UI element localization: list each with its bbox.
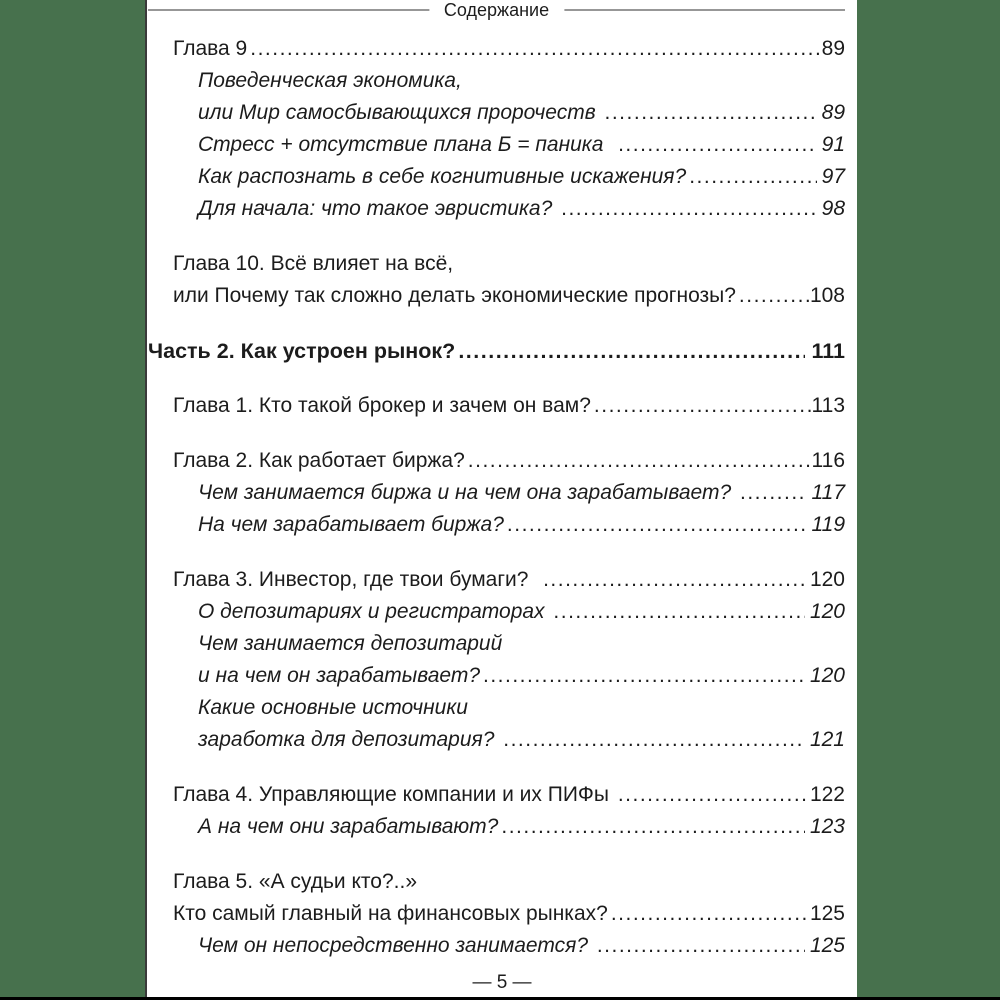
dot-leader bbox=[605, 97, 817, 129]
toc-entry-page: 123 bbox=[809, 815, 845, 838]
toc-group bbox=[148, 248, 845, 312]
toc-entry-text: О депозитариях и регистраторах bbox=[198, 600, 551, 623]
toc-entry bbox=[148, 779, 845, 811]
toc-entry-text: и на чем он зарабатывает? bbox=[198, 664, 480, 687]
toc-entry-page: 116 bbox=[811, 449, 845, 472]
toc-entry-page: 89 bbox=[821, 101, 845, 124]
toc-group bbox=[148, 866, 845, 962]
toc-entry bbox=[148, 248, 845, 280]
toc-entry-text: Глава 1. Кто такой брокер и зачем он вам? bbox=[173, 394, 591, 417]
toc-entry-text: Глава 9 bbox=[173, 37, 248, 60]
toc-entry bbox=[148, 811, 845, 843]
page-footer bbox=[147, 972, 857, 994]
toc-entry bbox=[148, 65, 845, 97]
toc-entry-page: 91 bbox=[821, 133, 845, 156]
toc-entry-text: Глава 4. Управляющие компании и их ПИФы bbox=[173, 783, 615, 806]
dot-leader bbox=[739, 280, 809, 312]
page-number: — 5 — bbox=[472, 972, 532, 993]
toc-list bbox=[148, 33, 845, 962]
dot-leader bbox=[689, 161, 816, 193]
toc-entry-text: А на чем они зарабатывают? bbox=[198, 815, 499, 838]
toc-entry-text: Глава 3. Инвестор, где твои бумаги? bbox=[173, 568, 541, 591]
dot-leader bbox=[468, 445, 811, 477]
toc-entry-text: Кто самый главный на финансовых рынках? bbox=[173, 902, 608, 925]
toc-entry-text: Глава 10. Всё влияет на всё, bbox=[173, 252, 454, 275]
toc-entry-page: 125 bbox=[809, 934, 845, 957]
dot-leader bbox=[618, 779, 809, 811]
toc-entry bbox=[148, 930, 845, 962]
toc-entry bbox=[148, 866, 845, 898]
toc-entry bbox=[148, 161, 845, 193]
toc-entry-page: 117 bbox=[811, 481, 845, 504]
toc-entry bbox=[148, 477, 845, 509]
toc-entry-text: Глава 2. Как работает биржа? bbox=[173, 449, 465, 472]
toc-entry-page: 125 bbox=[809, 902, 845, 925]
toc-entry-page: 120 bbox=[809, 568, 845, 591]
dot-leader bbox=[597, 930, 805, 962]
toc-entry-text: Поведенческая экономика, bbox=[198, 69, 462, 92]
toc-entry bbox=[148, 509, 845, 541]
toc-entry bbox=[148, 564, 845, 596]
toc-entry-page: 108 bbox=[809, 284, 845, 307]
toc-entry-page: 97 bbox=[821, 165, 845, 188]
toc-entry-page: 89 bbox=[821, 37, 845, 60]
toc-entry-page: 113 bbox=[811, 394, 845, 417]
toc-entry bbox=[148, 898, 845, 930]
toc-entry bbox=[148, 193, 845, 225]
toc-entry-page: 119 bbox=[811, 513, 845, 536]
toc-entry-page: 111 bbox=[811, 339, 845, 363]
dot-leader bbox=[501, 811, 805, 843]
toc-group bbox=[148, 445, 845, 541]
dot-leader bbox=[250, 33, 820, 65]
toc-entry-page: 122 bbox=[809, 783, 845, 806]
toc-group bbox=[148, 779, 845, 843]
toc-entry bbox=[148, 280, 845, 312]
toc-entry-text: Чем занимается депозитарий bbox=[198, 632, 503, 655]
toc-group bbox=[148, 390, 845, 422]
toc-entry bbox=[148, 596, 845, 628]
toc-entry-text: Стресс + отсутствие плана Б = паника bbox=[198, 133, 616, 156]
toc-entry-text: Глава 5. «А судьи кто?..» bbox=[173, 870, 418, 893]
dot-leader bbox=[594, 390, 811, 422]
page-header bbox=[148, 0, 845, 20]
toc-entry bbox=[148, 445, 845, 477]
toc-page bbox=[145, 0, 857, 1000]
toc-entry bbox=[148, 129, 845, 161]
toc-entry-text: или Мир самосбывающихся пророчеств bbox=[198, 101, 602, 124]
dot-leader bbox=[503, 724, 805, 756]
dot-leader bbox=[740, 477, 807, 509]
toc-entry-text: Какие основные источники bbox=[198, 696, 468, 719]
dot-leader bbox=[543, 564, 809, 596]
toc-entry bbox=[148, 724, 845, 756]
toc-entry-text: На чем зарабатывает биржа? bbox=[198, 513, 504, 536]
toc-entry-text: или Почему так сложно делать экономические прогнозы? bbox=[173, 284, 736, 307]
dot-leader bbox=[507, 509, 807, 541]
toc-entry bbox=[148, 33, 845, 65]
dot-leader bbox=[618, 129, 817, 161]
toc-group bbox=[148, 335, 845, 367]
toc-entry bbox=[148, 692, 845, 724]
dot-leader bbox=[553, 596, 805, 628]
toc-entry-text: Чем занимается биржа и на чем она зарабатывает? bbox=[198, 481, 737, 504]
toc-entry-page: 120 bbox=[809, 664, 845, 687]
toc-group bbox=[148, 564, 845, 756]
toc-entry bbox=[148, 628, 845, 660]
toc-entry bbox=[148, 97, 845, 129]
dot-leader bbox=[483, 660, 805, 692]
toc-entry-text: Для начала: что такое эвристика? bbox=[198, 197, 559, 220]
toc-entry bbox=[148, 660, 845, 692]
toc-entry-page: 121 bbox=[809, 728, 845, 751]
toc-entry bbox=[148, 335, 845, 367]
dot-leader bbox=[561, 193, 817, 225]
toc-entry-text: Как распознать в себе когнитивные искажения? bbox=[198, 165, 687, 188]
toc-entry-page: 98 bbox=[821, 197, 845, 220]
dot-leader bbox=[611, 898, 809, 930]
toc-entry-page: 120 bbox=[809, 600, 845, 623]
toc-entry-text: Чем он непосредственно занимается? bbox=[198, 934, 594, 957]
toc-entry bbox=[148, 390, 845, 422]
toc-entry-text: заработка для депозитария? bbox=[198, 728, 501, 751]
toc-entry-text: Часть 2. Как устроен рынок? bbox=[148, 339, 456, 363]
toc-group bbox=[148, 33, 845, 225]
dot-leader bbox=[458, 335, 804, 367]
page-title: Содержание bbox=[429, 0, 564, 20]
